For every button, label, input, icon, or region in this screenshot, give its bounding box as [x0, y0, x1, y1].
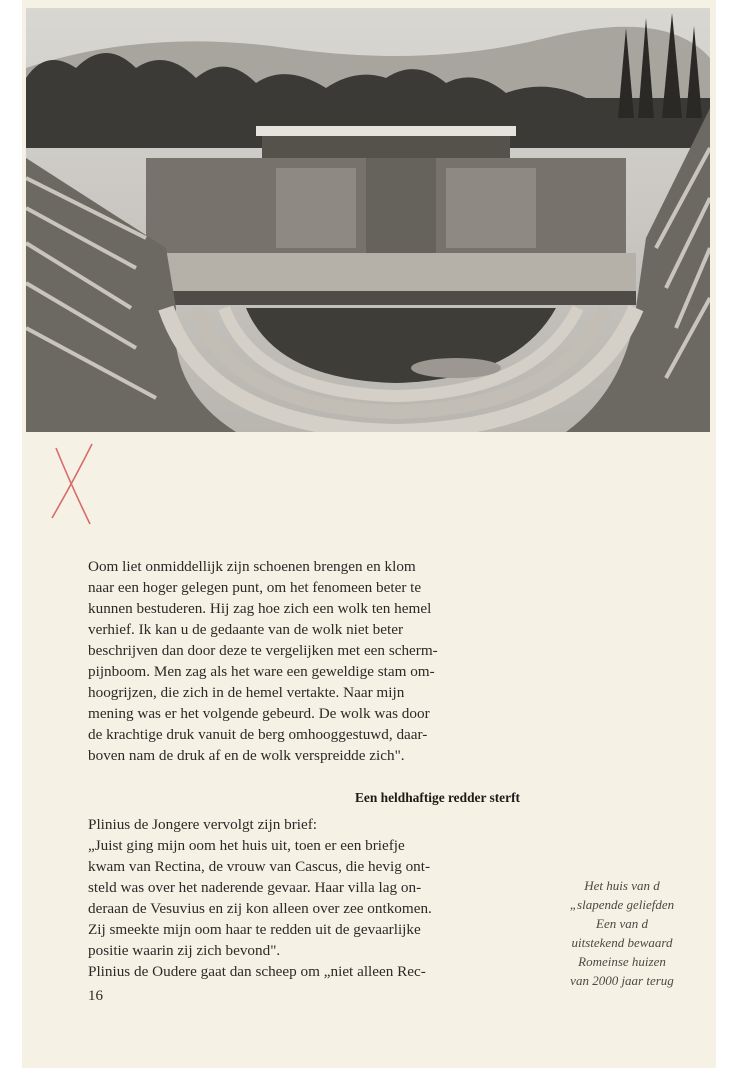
theatre-photo-illustration	[26, 8, 710, 432]
text-line: steld was over het naderende gevaar. Haar villa lag on-	[88, 879, 422, 896]
page-number: 16	[88, 988, 103, 1004]
section-heading: Een heldhaftige redder sterft	[354, 790, 520, 805]
text-line: naar een hoger gelegen punt, om het fenomeen beter te	[88, 579, 422, 596]
text-line: kunnen bestuderen. Hij zag hoe zich een wolk ten hemel	[88, 600, 432, 617]
text-line: „Juist ging mijn oom het huis uit, toen er een briefje	[88, 837, 405, 854]
text-line: Plinius de Jongere vervolgt zijn brief:	[88, 816, 318, 833]
photo-caption	[540, 876, 710, 1016]
text-line: verhief. Ik kan u de gedaante van de wolk niet beter	[88, 621, 404, 638]
text-line: kwam van Rectina, de vrouw van Cascus, die hevig ont-	[88, 858, 431, 875]
caption-line: „slapende geliefden	[569, 897, 675, 912]
text-line: hoogrijzen, die zich in de hemel vertakte. Naar mijn	[88, 684, 405, 701]
caption-line: van 2000 jaar terug	[570, 973, 674, 988]
caption-line: uitstekend bewaard	[571, 935, 673, 950]
text-line: beschrijven dan door deze te vergelijken met een scherm-	[88, 642, 438, 659]
text-line: Plinius de Oudere gaat dan scheep om „niet alleen Rec-	[88, 963, 426, 980]
red-x-mark-icon	[46, 440, 106, 530]
caption-line: Romeinse huizen	[578, 954, 666, 969]
body-paragraph-2	[88, 814, 520, 982]
body-paragraph-1	[88, 556, 520, 766]
theatre-photo	[26, 8, 710, 432]
text-line: de krachtige druk vanuit de berg omhooggestuwd, daar-	[88, 726, 428, 743]
text-line: Zij smeekte mijn oom haar te redden uit de gevaarlijke	[88, 921, 421, 938]
caption-line: Een van d	[596, 916, 648, 931]
text-line: pijnboom. Men zag als het ware een geweldige stam om-	[88, 663, 435, 680]
text-line: Oom liet onmiddellijk zijn schoenen brengen en klom	[88, 558, 416, 575]
text-line: mening was er het volgende gebeurd. De wolk was door	[88, 705, 430, 722]
caption-line: Het huis van d	[584, 878, 660, 893]
text-line: boven nam de druk af en de wolk verspreidde zich".	[88, 747, 405, 764]
text-line: deraan de Vesuvius en zij kon alleen over zee ontkomen.	[88, 900, 432, 917]
text-line: positie waarin zij zich bevond".	[88, 942, 281, 959]
